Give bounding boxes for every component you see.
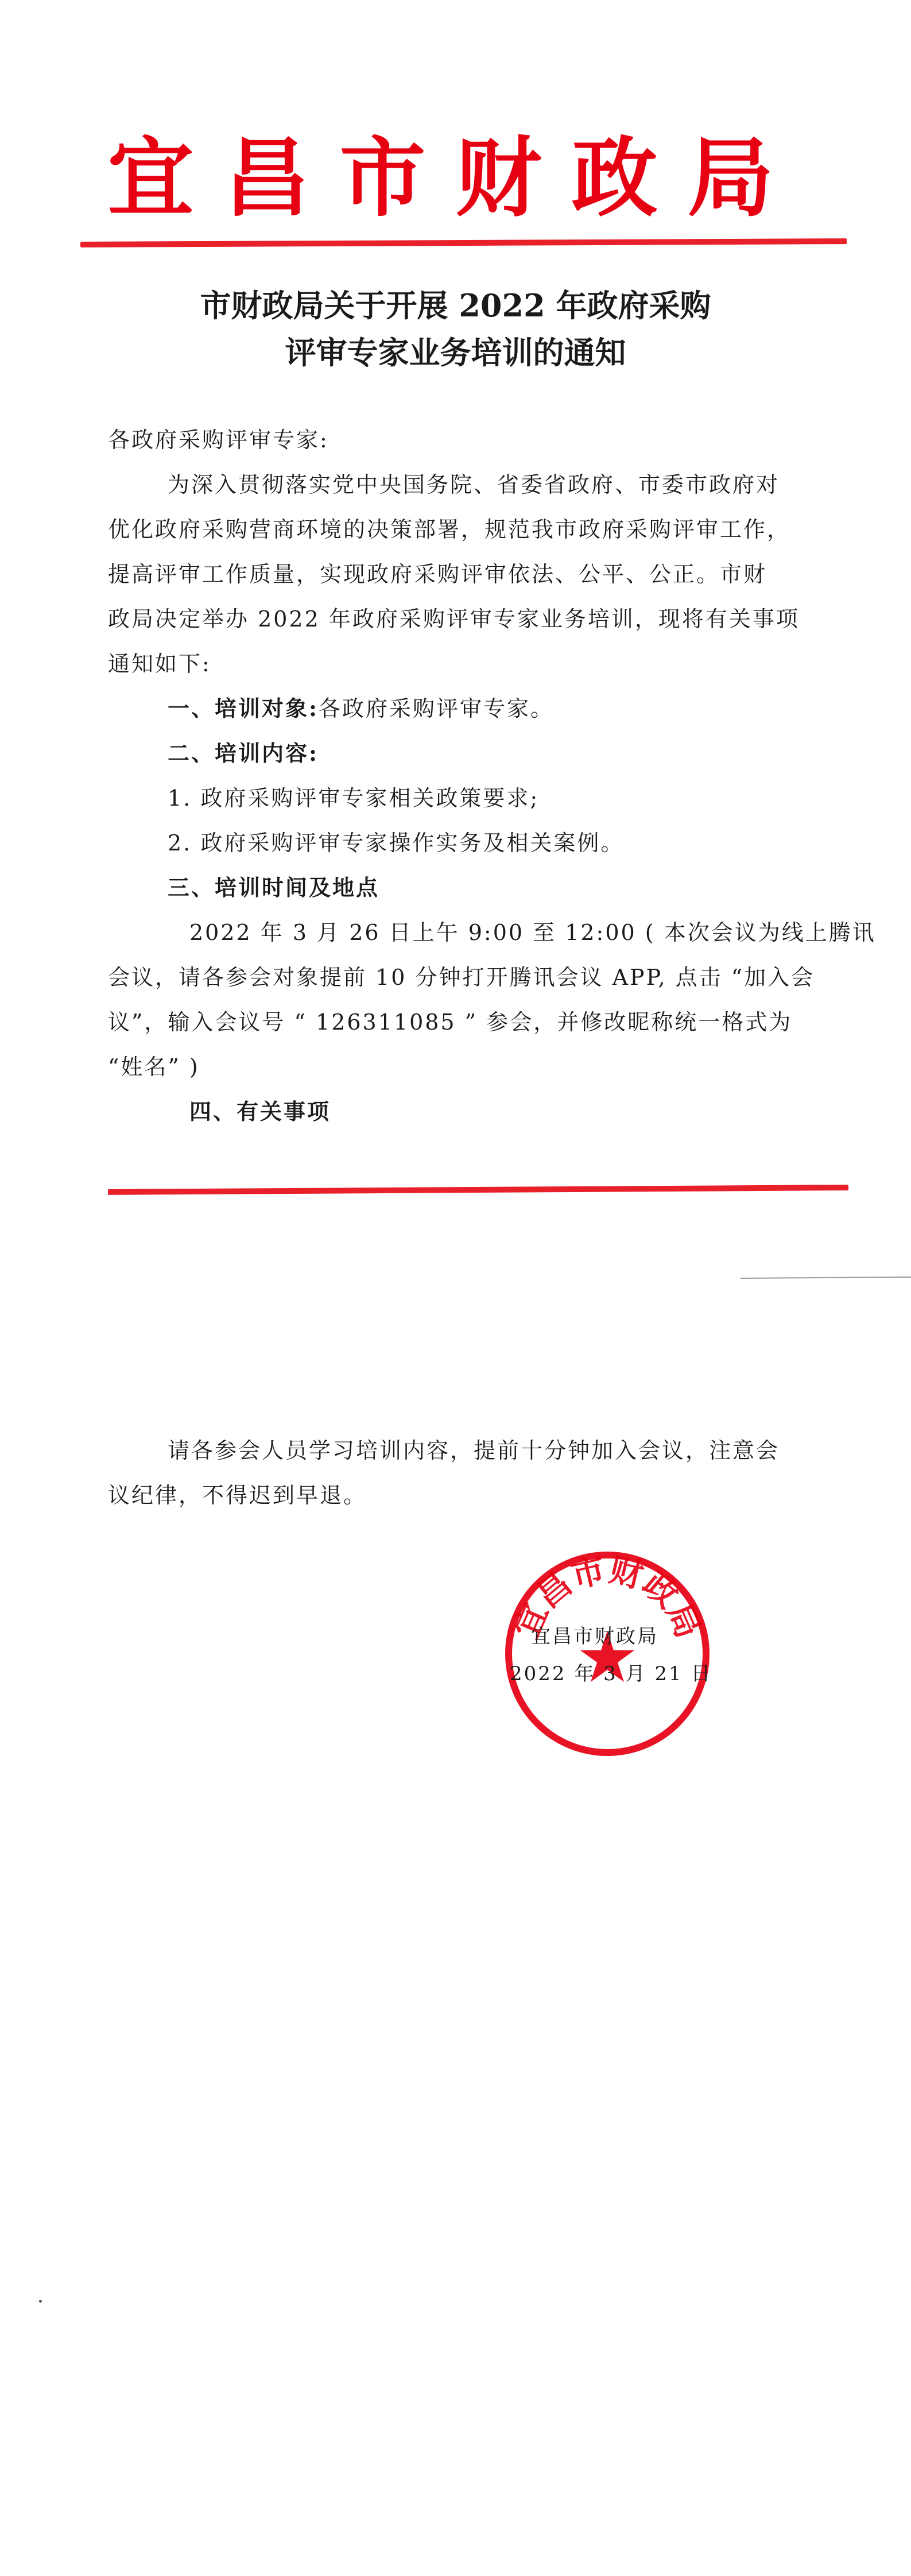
document-title-line-2: 评审专家业务培训的通知 <box>285 334 626 371</box>
section-3-line: “姓名” ) <box>108 1054 200 1080</box>
svg-text:宜昌市财政局: 宜昌市财政局 <box>506 1550 708 1644</box>
intro-line: 通知如下: <box>108 651 211 676</box>
notes-line: 请各参会人员学习培训内容，提前十分钟加入会议，注意会 <box>168 1438 780 1463</box>
intro-line: 提高评审工作质量，实现政府采购评审依法、公平、公正。市财 <box>108 562 767 587</box>
section-2-item: 1. 政府采购评审专家相关政策要求; <box>168 786 540 811</box>
official-seal-icon <box>498 1545 716 1763</box>
section-3-heading: 三、培训时间及地点 <box>168 875 380 900</box>
notes-line: 议纪律，不得迟到早退。 <box>108 1483 367 1508</box>
signature-organization: 宜昌市财政局 <box>531 1625 658 1648</box>
masthead-red-rule <box>80 238 847 247</box>
intro-line: 政局决定举办 2022 年政府采购评审专家业务培训，现将有关事项 <box>108 606 800 632</box>
scan-speck <box>39 2300 42 2303</box>
section-1 <box>168 694 554 724</box>
salutation: 各政府采购评审专家: <box>108 427 329 452</box>
intro-line: 优化政府采购营商环境的决策部署，规范我市政府采购评审工作， <box>108 517 791 542</box>
section-2-heading: 二、培训内容: <box>168 740 319 766</box>
intro-line: 为深入贯彻落实党中央国务院、省委省政府、市委市政府对 <box>168 472 780 497</box>
section-2-item: 2. 政府采购评审专家操作实务及相关案例。 <box>168 830 625 856</box>
section-3-line: 2022 年 3 月 26 日上午 9:00 至 12:00 ( 本次会议为线上腾讯 <box>189 920 876 945</box>
section-3-line: 议”，输入会议号 “ 126311085 ” 参会，并修改昵称统一格式为 <box>108 1009 793 1035</box>
masthead-title: 宜昌市财政局 <box>107 127 804 229</box>
document-title-line-1: 市财政局关于开展 2022 年政府采购 <box>200 287 711 324</box>
section-4-heading: 四、有关事项 <box>189 1099 331 1124</box>
signature-date: 2022 年 3 月 21 日 <box>510 1662 712 1685</box>
scan-edge-line <box>741 1277 911 1279</box>
section-1-text: 各政府采购评审专家。 <box>319 696 555 721</box>
section-3-line: 会议，请各参会对象提前 10 分钟打开腾讯会议 APP, 点击 “加入会 <box>108 965 815 990</box>
page-join-red-rule <box>108 1185 848 1195</box>
section-1-heading: 一、培训对象: <box>168 695 319 721</box>
